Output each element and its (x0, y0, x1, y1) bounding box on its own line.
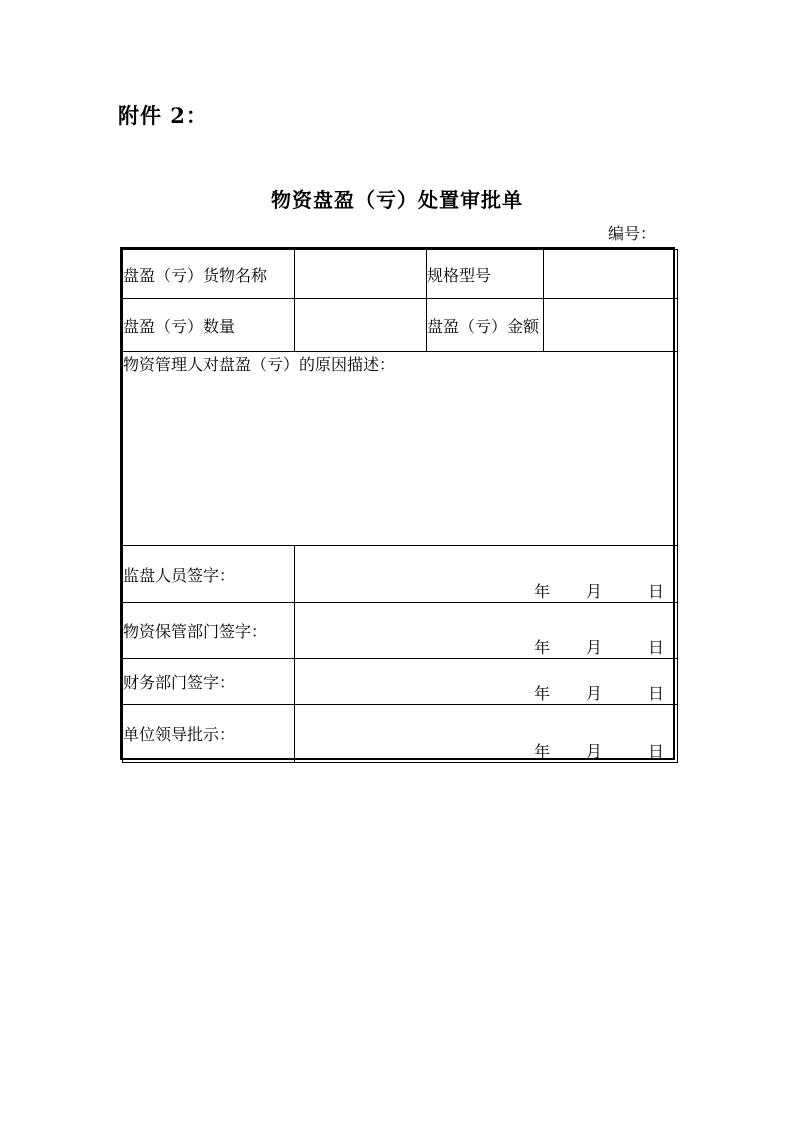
unit-leader-approval-label: 单位领导批示： (123, 705, 295, 763)
date-day-placeholder: 日 (647, 582, 664, 601)
date-month-placeholder: 月 (585, 582, 602, 601)
code-label: 编号： (607, 224, 656, 243)
finance-dept-signature-label: 财务部门签字： (123, 659, 295, 705)
date-month-placeholder: 月 (585, 684, 602, 703)
table-row (123, 546, 678, 603)
date-year-placeholder: 年 (533, 742, 550, 761)
table-row (123, 250, 678, 299)
custody-dept-signature-date-cell (295, 603, 678, 659)
custody-dept-signature-label: 物资保管部门签字： (123, 603, 295, 659)
unit-leader-approval-date-cell (295, 705, 678, 763)
table-row (123, 299, 678, 352)
supervisor-signature-label: 监盘人员签字： (123, 546, 295, 603)
goods-name-value-cell (295, 250, 427, 299)
date-day-placeholder: 日 (647, 684, 664, 703)
goods-name-label: 盘盈（亏）货物名称 (123, 250, 295, 299)
date-year-placeholder: 年 (533, 638, 550, 657)
date-day-placeholder: 日 (647, 638, 664, 657)
reason-description-cell: 物资管理人对盘盈（亏）的原因描述： (123, 352, 678, 546)
date-year-placeholder: 年 (533, 582, 550, 601)
finance-dept-signature-date-cell (295, 659, 678, 705)
table-row (123, 352, 678, 546)
supervisor-signature-date-cell (295, 546, 678, 603)
attachment-label: 附件 2： (118, 103, 208, 128)
amount-value-cell (544, 299, 678, 352)
table-row (123, 659, 678, 705)
approval-form-table (120, 247, 675, 760)
amount-label: 盘盈（亏）金额 (427, 299, 544, 352)
date-day-placeholder: 日 (647, 742, 664, 761)
date-month-placeholder: 月 (585, 742, 602, 761)
date-month-placeholder: 月 (585, 638, 602, 657)
table-row (123, 705, 678, 763)
spec-model-label: 规格型号 (427, 250, 544, 299)
page-title: 物资盘盈（亏）处置审批单 (271, 188, 523, 212)
quantity-label: 盘盈（亏）数量 (123, 299, 295, 352)
spec-model-value-cell (544, 250, 678, 299)
date-year-placeholder: 年 (533, 684, 550, 703)
table-row (123, 603, 678, 659)
quantity-value-cell (295, 299, 427, 352)
